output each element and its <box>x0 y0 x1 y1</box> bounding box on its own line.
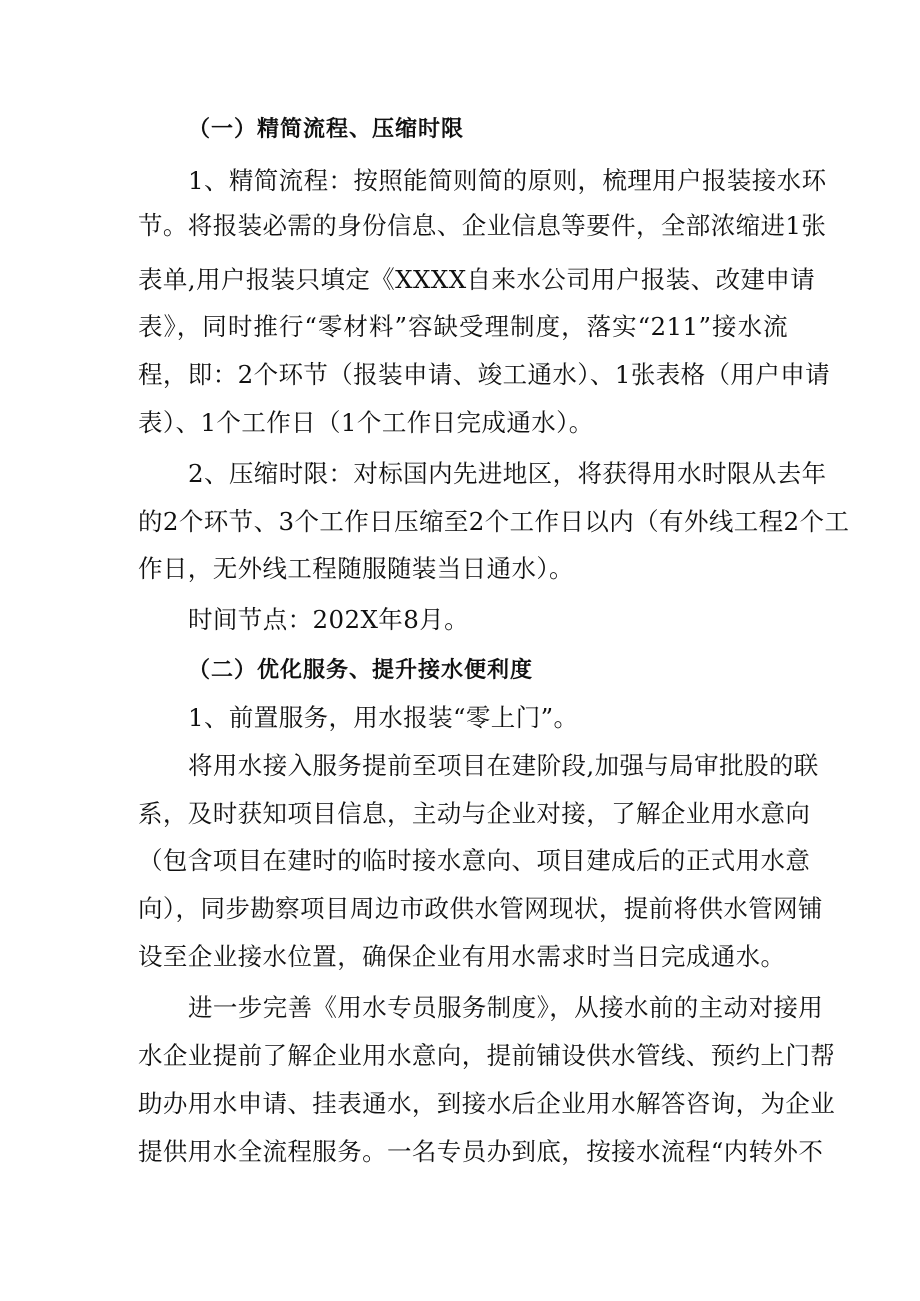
item-title-preposition-service: 1、前置服务，用水报装“零上门”。 <box>188 703 579 732</box>
paragraph-line: 系，及时获知项目信息，主动与企业对接，了解企业用水意向 <box>138 799 811 828</box>
paragraph-line: 表）、1个工作日（1个工作日完成通水）。 <box>138 408 594 437</box>
paragraph-line: 提供用水全流程服务。一名专员办到底，按接水流程“内转外不 <box>138 1137 824 1166</box>
paragraph-line: （包含项目在建时的临时接水意向、项目建成后的正式用水意 <box>138 846 811 875</box>
paragraph-line: 1、精简流程：按照能简则简的原则，梳理用户报装接水环 <box>188 166 827 195</box>
paragraph-line: 表单,用户报装只填定《XXXX自来水公司用户报装、改建申请 <box>138 265 816 294</box>
section-heading-1: （一）精简流程、压缩时限 <box>188 117 465 142</box>
paragraph-line: 向），同步勘察项目周边市政供水管网现状，提前将供水管网铺 <box>138 894 823 923</box>
paragraph-line: 节。将报装必需的身份信息、企业信息等要件，全部浓缩进1张 <box>138 211 827 240</box>
paragraph-line: 2、压缩时限：对标国内先进地区，将获得用水时限从去年 <box>188 459 827 488</box>
section-heading-2: （二）优化服务、提升接水便利度 <box>188 658 534 683</box>
paragraph-line: 设至企业接水位置，确保企业有用水需求时当日完成通水。 <box>138 942 786 971</box>
time-node: 时间节点：202X年8月。 <box>188 605 469 634</box>
paragraph-line: 进一步完善《用水专员服务制度》，从接水前的主动对接用 <box>188 993 824 1022</box>
paragraph-line: 程，即：2个环节（报装申请、竣工通水）、1张表格（用户申请 <box>138 360 831 389</box>
paragraph-line: 的2个环节、3个工作日压缩至2个工作日以内（有外线工程2个工 <box>138 507 850 536</box>
paragraph-line: 将用水接入服务提前至项目在建阶段,加强与局审批股的联 <box>188 751 819 780</box>
paragraph-line: 水企业提前了解企业用水意向，提前铺设供水管线、预约上门帮 <box>138 1041 836 1070</box>
paragraph-line: 表》，同时推行“零材料”容缺受理制度，落实“211”接水流 <box>138 312 788 341</box>
paragraph-line: 助办用水申请、挂表通水，到接水后企业用水解答咨询，为企业 <box>138 1089 836 1118</box>
paragraph-line: 作日，无外线工程随服随装当日通水）。 <box>138 554 574 583</box>
